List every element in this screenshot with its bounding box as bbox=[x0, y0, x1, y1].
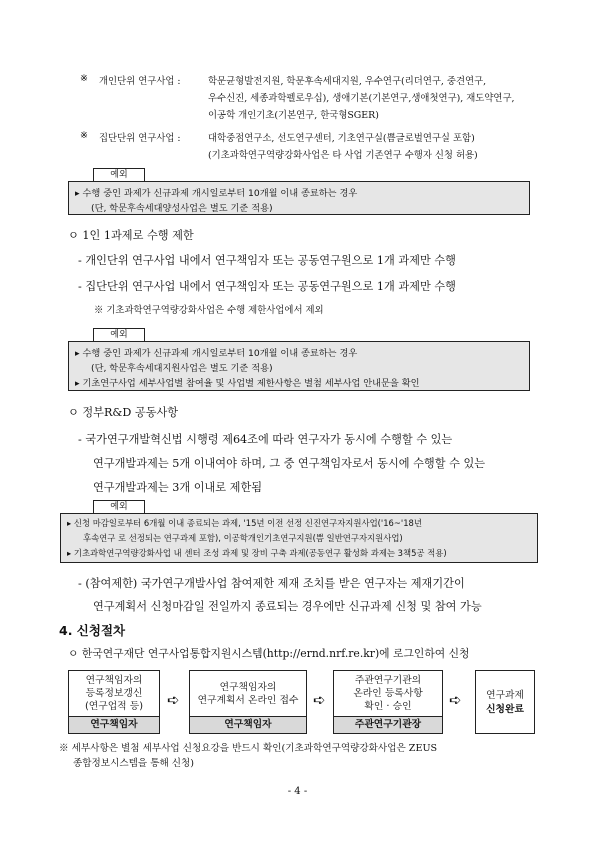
rule-line: - 국가연구개발혁신법 시행령 제64조에 따라 연구자가 동시에 수행할 수 있는 bbox=[78, 433, 453, 446]
note-mark: ※ bbox=[80, 73, 88, 84]
exception-box bbox=[60, 513, 538, 563]
rule-note: ※ 기초과학연구역량강화사업은 수행 제한사업에서 제외 bbox=[94, 305, 324, 316]
note-label-individual: 개인단위 연구사업 : bbox=[99, 76, 181, 87]
rule-line: 연구계획서 신청마감일 전일까지 종료되는 경우에만 신규과제 신청 및 참여 가능 bbox=[93, 600, 482, 613]
rule-heading: ㅇ 1인 1과제로 수행 제한 bbox=[68, 229, 194, 242]
rule-line: 연구개발과제는 3개 이내로 제한됨 bbox=[93, 481, 263, 494]
flow-step-2 bbox=[189, 670, 307, 734]
note-line: 우수신진, 세종과학펠로우십), 생애기본(기본연구,생애첫연구), 재도약연구, bbox=[208, 93, 515, 104]
note-label-group: 집단단위 연구사업 : bbox=[99, 133, 181, 144]
rule-item: - 집단단위 연구사업 내에서 연구책임자 또는 공동연구원으로 1개 과제만 수행 bbox=[78, 280, 456, 293]
footnote-line: 종합정보시스템을 통해 신청) bbox=[73, 758, 195, 769]
rule-heading: ㅇ 정부R&D 공동사항 bbox=[68, 406, 179, 419]
flow-step-actor: 연구책임자 bbox=[190, 716, 306, 733]
exception-line: ▸ 신청 마감일로부터 6개월 이내 종료되는 과제, '15년 이전 선정 신진연구자지원사업('16~'18년 bbox=[67, 518, 422, 528]
exception-line: ▸ 기초연구사업 세부사업별 참여율 및 사업별 제한사항은 별첨 세부사업 안내문을 확인 bbox=[75, 378, 420, 389]
exception-box bbox=[68, 181, 530, 215]
note-line: 대학중점연구소, 선도연구센터, 기초연구실(쁨글로벌연구실 포함) bbox=[208, 133, 475, 144]
flow-step-actor: 연구책임자 bbox=[69, 716, 159, 733]
exception-line: (단, 학문후속세대양성사업은 별도 기준 적용) bbox=[91, 203, 273, 214]
exception-label: 예외 bbox=[93, 500, 145, 514]
flow-step-text: (연구업적 등) bbox=[84, 701, 144, 712]
arrow-right-icon: ➪ bbox=[167, 691, 180, 709]
note-mark: ※ bbox=[80, 130, 88, 141]
flow-step-3 bbox=[333, 670, 443, 734]
flow-step-text: 연구과제 bbox=[486, 690, 524, 701]
rule-line: 연구개발과제는 5개 이내여야 하며, 그 중 연구책임자로서 동시에 수행할 수 있는 bbox=[93, 457, 486, 470]
exception-label: 예외 bbox=[93, 168, 145, 182]
flow-step-text: 등록정보갱신 bbox=[85, 688, 143, 699]
footnote-line: ※ 세부사항은 별첨 세부사업 신청요강을 반드시 확인(기초과학연구역량강화사업은 ZEUS bbox=[59, 743, 438, 754]
exception-line: ▸ 수행 중인 과제가 신규과제 개시일로부터 10개월 이내 종료하는 경우 bbox=[75, 348, 358, 359]
exception-label: 예외 bbox=[93, 328, 145, 342]
page-number: - 4 - bbox=[287, 786, 308, 797]
flow-step-text: 연구책임자의 bbox=[219, 682, 277, 693]
exception-box bbox=[68, 341, 530, 391]
flow-step-actor: 주관연구기관장 bbox=[334, 716, 442, 733]
exception-line: ▸ 기초과학연구역량강화사업 내 센터 조성 과제 및 장비 구축 과제(공동연구 활성화 과제는 3책5공 적용) bbox=[67, 548, 447, 558]
note-line: 이공학 개인기초(기본연구, 한국형SGER) bbox=[208, 110, 379, 121]
exception-line: 후속연구 로 선정되는 연구과제 포함), 이공학개인기초연구지원(쁨 일반연구자지원사업) bbox=[83, 533, 403, 543]
note-line: 학문균형발전지원, 학문후속세대지원, 우수연구(리더연구, 중견연구, bbox=[208, 76, 487, 87]
exception-line: (단, 학문후속세대지원사업은 별도 기준 적용) bbox=[91, 363, 273, 374]
flow-step-text: 확인 · 승인 bbox=[364, 701, 412, 712]
flow-step-final bbox=[475, 670, 535, 734]
flow-step-final-label: 신청완료 bbox=[486, 704, 524, 715]
arrow-right-icon: ➪ bbox=[449, 691, 462, 709]
procedure-intro: ㅇ 한국연구재단 연구사업통합지원시스템(http://ernd.nrf.re.kr)에 로그인하여 신청 bbox=[68, 647, 470, 660]
arrow-right-icon: ➪ bbox=[313, 691, 326, 709]
section-heading: 4. 신청절차 bbox=[59, 623, 126, 638]
flow-step-text: 온라인 등록사항 bbox=[353, 688, 423, 699]
exception-line: ▸ 수행 중인 과제가 신규과제 개시일로부터 10개월 이내 종료하는 경우 bbox=[75, 188, 358, 199]
flow-step-text: 주관연구기관의 bbox=[354, 675, 422, 686]
rule-item: - 개인단위 연구사업 내에서 연구책임자 또는 공동연구원으로 1개 과제만 수행 bbox=[78, 254, 456, 267]
flow-step-text: 연구계획서 온라인 접수 bbox=[197, 695, 299, 706]
rule-line: - (참여제한) 국가연구개발사업 참여제한 제재 조치를 받은 연구자는 제재기간이 bbox=[78, 577, 465, 590]
flow-step-text: 연구책임자의 bbox=[85, 675, 143, 686]
flow-step-1 bbox=[68, 670, 160, 734]
note-line: (기초과학연구역량강화사업은 타 사업 기존연구 수행자 신청 허용) bbox=[208, 150, 478, 161]
